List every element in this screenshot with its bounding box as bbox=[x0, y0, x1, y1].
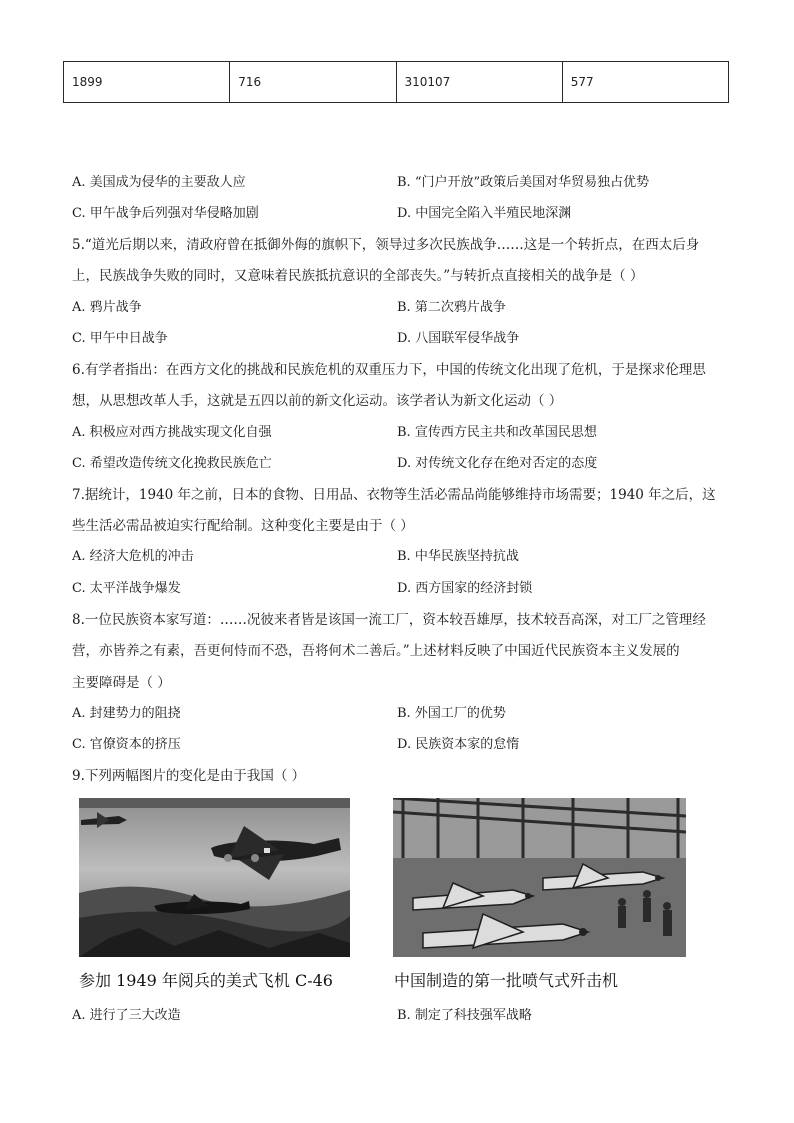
c46-aircraft-image bbox=[79, 798, 350, 957]
q7-option-d: D. 西方国家的经济封锁 bbox=[397, 581, 533, 596]
q6-option-a: A. 积极应对西方挑战实现文化自强 bbox=[72, 425, 272, 440]
q4-option-b: B. “门户开放”政策后美国对华贸易独占优势 bbox=[397, 175, 650, 190]
q7-option-c: C. 太平洋战争爆发 bbox=[72, 581, 181, 596]
q5-option-c: C. 甲午中日战争 bbox=[72, 331, 168, 346]
q8-option-b: B. 外国工厂的优势 bbox=[397, 706, 506, 721]
table-cell: 1899 bbox=[64, 62, 230, 103]
jet-fighters-image bbox=[393, 798, 686, 957]
table-cell: 716 bbox=[230, 62, 396, 103]
q8-stem-line2: 营，亦皆养之有素，吾更何恃而不恐，吾将何术二善后。”上述材料反映了中国近代民族资本主义发展的 bbox=[72, 643, 680, 659]
q6-option-c: C. 希望改造传统文化挽救民族危亡 bbox=[72, 456, 272, 471]
q7-stem-line2: 些生活必需品被迫实行配给制。这种变化主要是由于（ ） bbox=[72, 518, 414, 534]
q4-option-d: D. 中国完全陷入半殖民地深渊 bbox=[397, 206, 572, 221]
table-row bbox=[64, 62, 729, 103]
q5-stem-line1: 5.“道光后期以来，清政府曾在抵御外侮的旗帜下，领导过多次民族战争……这是一个转折点，在西太后身 bbox=[72, 237, 700, 253]
q8-stem-line1: 8.一位民族资本家写道：……况彼来者皆是该国一流工厂，资本较吾雄厚，技术较吾高深，对工厂之管理经 bbox=[72, 612, 706, 628]
photo-jet-fighters bbox=[393, 798, 686, 957]
q5-option-d: D. 八国联军侵华战争 bbox=[397, 331, 520, 346]
q9-option-b: B. 制定了科技强军战略 bbox=[397, 1008, 532, 1023]
q8-option-c: C. 官僚资本的挤压 bbox=[72, 737, 181, 752]
q5-option-b: B. 第二次鸦片战争 bbox=[397, 300, 506, 315]
q6-stem-line1: 6.有学者指出：在西方文化的挑战和民族危机的双重压力下，中国的传统文化出现了危机，于是探求伦理思 bbox=[72, 362, 706, 378]
q9-stem: 9.下列两幅图片的变化是由于我国（ ） bbox=[72, 768, 306, 784]
q8-option-d: D. 民族资本家的怠惰 bbox=[397, 737, 520, 752]
q7-stem-line1: 7.据统计，1940 年之前，日本的食物、日用品、衣物等生活必需品尚能够维持市场需要；1940 年之后，这 bbox=[72, 487, 716, 503]
table-cell: 310107 bbox=[396, 62, 562, 103]
caption-right: 中国制造的第一批喷气式歼击机 bbox=[394, 971, 619, 990]
photo-c46-aircraft bbox=[79, 798, 350, 957]
q4-option-c: C. 甲午战争后列强对华侵略加剧 bbox=[72, 206, 259, 221]
q5-stem-line2: 上，民族战争失败的同时，又意味着民族抵抗意识的全部丧失。”与转折点直接相关的战争是（ ） bbox=[72, 268, 644, 284]
q6-stem-line2: 想，从思想改革人手，这就是五四以前的新文化运动。该学者认为新文化运动（ ） bbox=[72, 393, 563, 409]
q6-option-d: D. 对传统文化存在绝对否定的态度 bbox=[397, 456, 598, 471]
q4-option-a: A. 美国成为侵华的主要敌人应 bbox=[72, 175, 246, 190]
q6-option-b: B. 宣传西方民主共和改革国民思想 bbox=[397, 425, 597, 440]
q9-option-a: A. 进行了三大改造 bbox=[72, 1008, 181, 1023]
table-cell: 577 bbox=[562, 62, 728, 103]
caption-left: 参加 1949 年阅兵的美式飞机 C-46 bbox=[79, 971, 333, 990]
q8-option-a: A. 封建势力的阻挠 bbox=[72, 706, 181, 721]
q8-stem-line3: 主要障碍是（ ） bbox=[72, 675, 171, 691]
data-table bbox=[63, 61, 729, 103]
q7-option-b: B. 中华民族坚持抗战 bbox=[397, 549, 519, 564]
q7-option-a: A. 经济大危机的冲击 bbox=[72, 549, 194, 564]
q5-option-a: A. 鸦片战争 bbox=[72, 300, 142, 315]
